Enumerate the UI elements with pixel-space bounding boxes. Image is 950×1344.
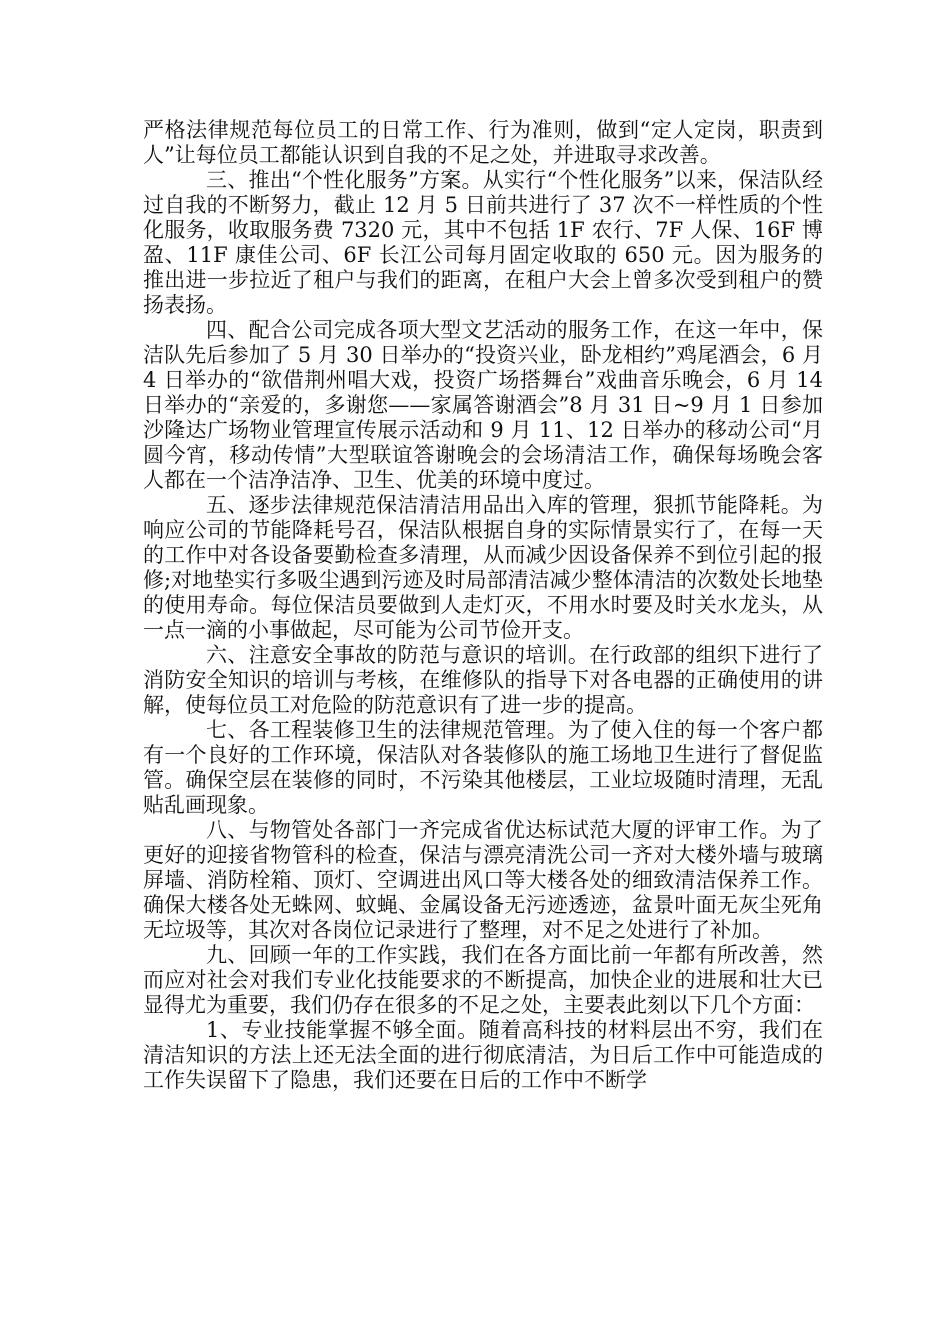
- paragraph-building-review: 八、与物管处各部门一齐完成省优达标试范大厦的评审工作。为了更好的迎接省物管科的检查，保洁与漂亮清洗公司一齐对大楼外墙与玻璃屏墙、消防栓箱、顶灯、空调进出风口等大楼各处的细致清洁保养工作。确保大楼各处无蛛网、蚊蝇、金属设备无污迹透迹，盆景叶面无灰尘死角无垃圾等，其次对各岗位记录进行了整理，对不足之处进行了补加。: [143, 818, 823, 942]
- paragraph-energy-saving: 五、逐步法律规范保洁清洁用品出入库的管理，狠抓节能降耗。为响应公司的节能降耗号召，保洁队根据自身的实际情景实行了，在每一天的工作中对各设备要勤检查多清理，从而减少因设备保养不到位引起的报修;对地垫实行多吸尘遇到污迹及时局部清洁减少整体清洁的次数处长地垫的使用寿命。每位保洁员要做到人走灯灭，不用水时要及时关水龙头，从一点一滴的小事做起，尽可能为公司节俭开支。: [143, 493, 823, 642]
- paragraph-responsibility: 严格法律规范每位员工的日常工作、行为准则，做到“定人定岗，职责到人”让每位员工都能认识到自我的不足之处，并进取寻求改善。: [143, 118, 823, 167]
- paragraph-skill-shortcoming: 1、专业技能掌握不够全面。随着高科技的材料层出不穷，我们在清洁知识的方法上还无法全面的进行彻底清洁，为日后工作中可能造成的工作失误留下了隐患，我们还要在日后的工作中不断学: [143, 1018, 823, 1092]
- document-body: [143, 118, 823, 1093]
- paragraph-events-service: 四、配合公司完成各项大型文艺活动的服务工作，在这一年中，保洁队先后参加了 5 月 30 日举办的“投资兴业，卧龙相约”鸡尾酒会，6 月 4 日举办的“欲借荆州唱大戏，投资广场搭舞台”戏曲音乐晚会，6 月 14 日举办的“亲爱的，多谢您——家属答谢酒会”8 月 31 日~9 月 1 日参加沙隆达广场物业管理宣传展示活动和 9 月 11、12 日举办的移动公司“月圆今宵，移动传情”大型联谊答谢晚会的会场清洁工作，确保每场晚会客人都在一个洁净洁净、卫生、优美的环境中度过。: [143, 318, 823, 492]
- paragraph-personalized-service: 三、推出“个性化服务”方案。从实行“个性化服务”以来，保洁队经过自我的不断努力，截止 12 月 5 日前共进行了 37 次不一样性质的个性化服务，收取服务费 7320 元，其中不包括 1F 农行、7F 人保、16F 博盈、11F 康佳公司、6F 长江公司每月固定收取的 650 元。因为服务的推出进一步拉近了租户与我们的距离，在租户大会上曾多次受到租户的赞扬表扬。: [143, 168, 823, 317]
- paragraph-safety-training: 六、注意安全事故的防范与意识的培训。在行政部的组织下进行了消防安全知识的培训与考核，在维修队的指导下对各电器的正确使用的讲解，使每位员工对危险的防范意识有了进一步的提高。: [143, 643, 823, 717]
- paragraph-year-review: 九、回顾一年的工作实践，我们在各方面比前一年都有所改善，然而应对社会对我们专业化技能要求的不断提高，加快企业的进展和壮大已显得尤为重要，我们仍存在很多的不足之处，主要表此刻以下几个方面：: [143, 943, 823, 1017]
- paragraph-renovation-hygiene: 七、各工程装修卫生的法律规范管理。为了使入住的每一个客户都有一个良好的工作环境，保洁队对各装修队的施工场地卫生进行了督促监管。确保空层在装修的同时，不污染其他楼层，工业垃圾随时清理，无乱贴乱画现象。: [143, 718, 823, 817]
